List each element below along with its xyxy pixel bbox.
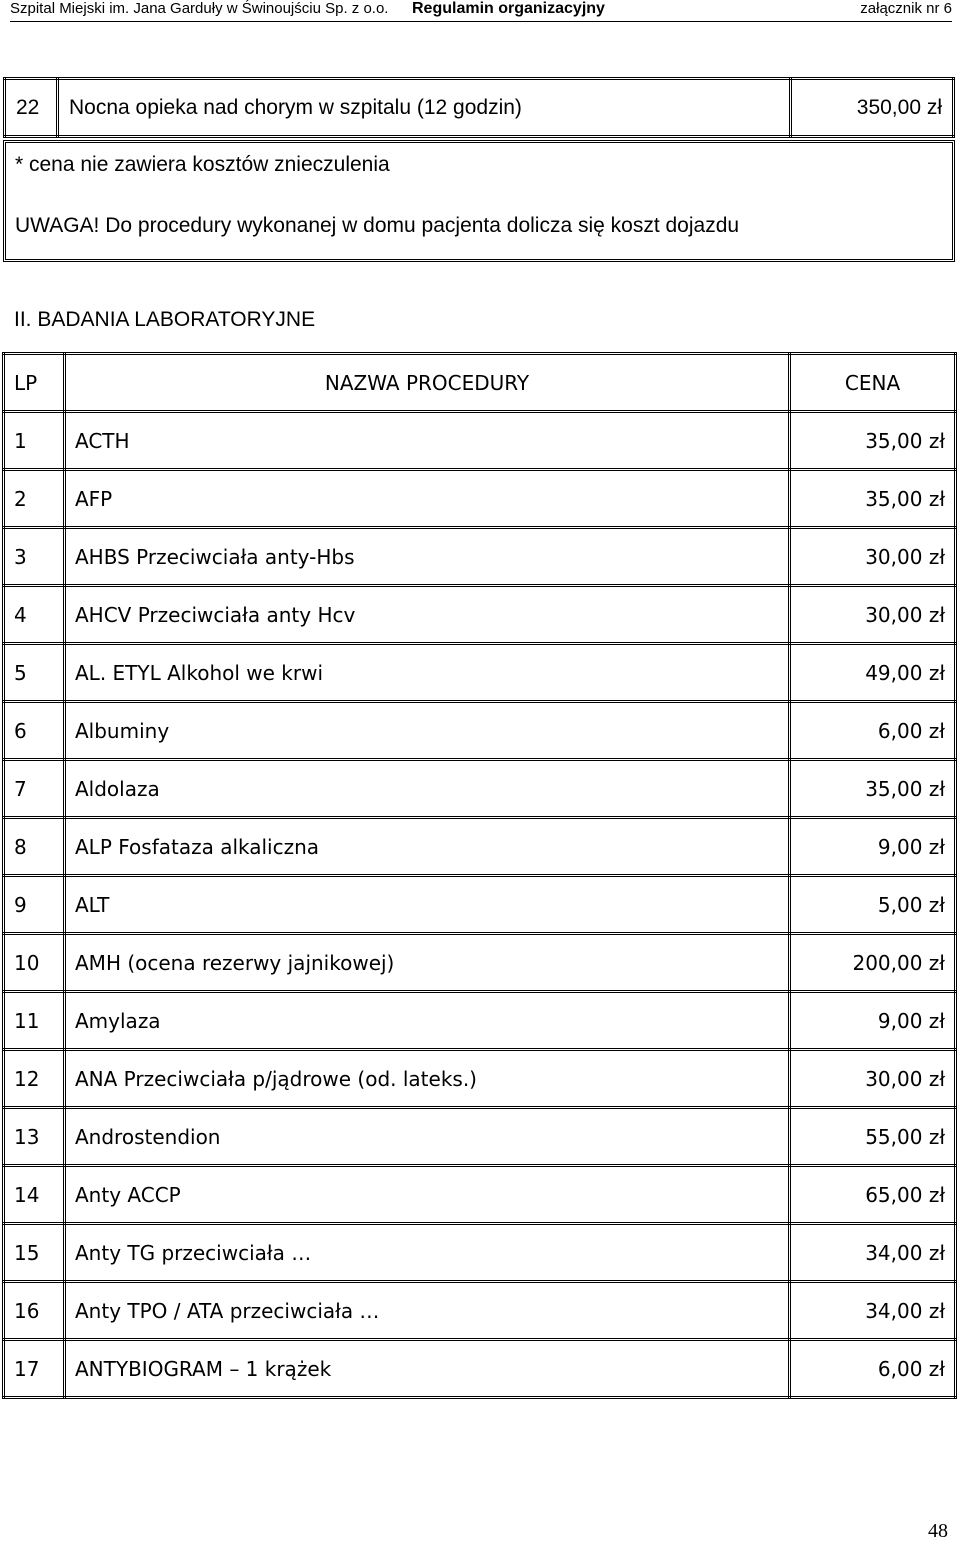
row-lp: 2 <box>4 470 65 528</box>
row-price: 35,00 zł <box>790 760 956 818</box>
column-header-lp: LP <box>4 354 65 412</box>
row-name: Albuminy <box>65 702 790 760</box>
notes-box <box>3 140 955 262</box>
row-lp: 13 <box>4 1108 65 1166</box>
table-row <box>4 1340 956 1398</box>
row-price: 30,00 zł <box>790 528 956 586</box>
header-divider <box>10 21 952 22</box>
row-name: AHCV Przeciwciała anty Hcv <box>65 586 790 644</box>
row-name: ALP Fosfataza alkaliczna <box>65 818 790 876</box>
table-row <box>4 1050 956 1108</box>
note-travel-cost: UWAGA! Do procedury wykonanej w domu pacjenta dolicza się koszt dojazdu <box>15 214 740 237</box>
row-price: 34,00 zł <box>790 1224 956 1282</box>
row-price: 6,00 zł <box>790 702 956 760</box>
lab-tests-table <box>2 352 957 1399</box>
table-header-row <box>4 354 956 412</box>
section-title: II. BADANIA LABORATORYJNE <box>14 308 316 331</box>
table-row <box>4 876 956 934</box>
previous-section-table <box>3 77 955 138</box>
row-price: 34,00 zł <box>790 1282 956 1340</box>
table-row <box>4 470 956 528</box>
row-lp: 6 <box>4 702 65 760</box>
page-header <box>10 0 952 20</box>
row-lp: 14 <box>4 1166 65 1224</box>
procedure-name: Nocna opieka nad chorym w szpitalu (12 godzin) <box>58 79 791 137</box>
row-price: 65,00 zł <box>790 1166 956 1224</box>
column-header-price: CENA <box>790 354 956 412</box>
row-lp: 4 <box>4 586 65 644</box>
row-name: Amylaza <box>65 992 790 1050</box>
row-name: Androstendion <box>65 1108 790 1166</box>
row-name: ANA Przeciwciała p/jądrowe (od. lateks.) <box>65 1050 790 1108</box>
row-lp: 3 <box>4 528 65 586</box>
row-price: 55,00 zł <box>790 1108 956 1166</box>
header-document-title: Regulamin organizacyjny <box>412 0 605 17</box>
row-lp: 10 <box>4 934 65 992</box>
row-price: 35,00 zł <box>790 470 956 528</box>
note-anesthesia: * cena nie zawiera kosztów znieczulenia <box>15 153 390 176</box>
row-lp: 1 <box>4 412 65 470</box>
row-name: Anty TG przeciwciała … <box>65 1224 790 1282</box>
row-name: Anty ACCP <box>65 1166 790 1224</box>
row-lp: 17 <box>4 1340 65 1398</box>
table-row <box>4 528 956 586</box>
row-price: 6,00 zł <box>790 1340 956 1398</box>
table-row <box>4 412 956 470</box>
row-price: 5,00 zł <box>790 876 956 934</box>
table-row <box>4 1224 956 1282</box>
table-row <box>4 644 956 702</box>
row-lp: 12 <box>4 1050 65 1108</box>
table-row <box>4 992 956 1050</box>
header-hospital-name: Szpital Miejski im. Jana Garduły w Świnoujściu Sp. z o.o. <box>10 0 389 17</box>
table-row <box>4 818 956 876</box>
row-lp: 11 <box>4 992 65 1050</box>
row-price: 49,00 zł <box>790 644 956 702</box>
row-lp: 16 <box>4 1282 65 1340</box>
table-row <box>4 586 956 644</box>
table-row <box>4 760 956 818</box>
header-attachment-label: załącznik nr 6 <box>860 0 952 17</box>
row-price: 30,00 zł <box>790 1050 956 1108</box>
row-name: AL. ETYL Alkohol we krwi <box>65 644 790 702</box>
row-price: 9,00 zł <box>790 818 956 876</box>
row-number: 22 <box>5 79 58 137</box>
row-name: ALT <box>65 876 790 934</box>
row-price: 9,00 zł <box>790 992 956 1050</box>
row-name: AMH (ocena rezerwy jajnikowej) <box>65 934 790 992</box>
row-lp: 8 <box>4 818 65 876</box>
table-row <box>5 79 954 137</box>
row-lp: 9 <box>4 876 65 934</box>
row-name: Anty TPO / ATA przeciwciała … <box>65 1282 790 1340</box>
row-name: AHBS Przeciwciała anty-Hbs <box>65 528 790 586</box>
table-row <box>4 702 956 760</box>
row-lp: 7 <box>4 760 65 818</box>
row-price: 30,00 zł <box>790 586 956 644</box>
page-number: 48 <box>928 1520 948 1542</box>
row-name: ACTH <box>65 412 790 470</box>
row-name: ANTYBIOGRAM – 1 krążek <box>65 1340 790 1398</box>
row-lp: 5 <box>4 644 65 702</box>
table-row <box>4 1166 956 1224</box>
row-name: Aldolaza <box>65 760 790 818</box>
row-name: AFP <box>65 470 790 528</box>
table-row <box>4 1282 956 1340</box>
table-row <box>4 1108 956 1166</box>
row-price: 35,00 zł <box>790 412 956 470</box>
row-price: 200,00 zł <box>790 934 956 992</box>
table-row <box>4 934 956 992</box>
column-header-name: NAZWA PROCEDURY <box>65 354 790 412</box>
row-lp: 15 <box>4 1224 65 1282</box>
procedure-price: 350,00 zł <box>791 79 954 137</box>
